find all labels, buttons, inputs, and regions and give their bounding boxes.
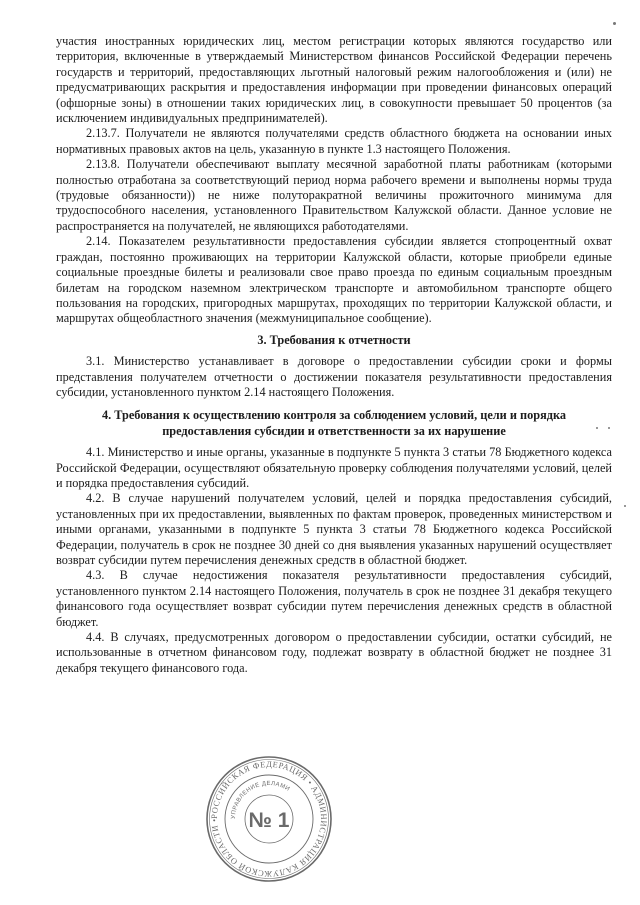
- paragraph-2-13-8: 2.13.8. Получатели обеспечивают выплату месячной заработной платы работникам (которыми полностью отработана за соответствующий период норма рабочего времени и выполнены нормы труда (трудовые обязанности)) не ниже полуторакратной величины прожиточного минимума для трудоспособного населения, установленного Правительством Калужской области. Данное условие не распространяется на получателей, не являющихся работодателями.: [56, 157, 612, 233]
- paragraph-3-1: 3.1. Министерство устанавливает в договоре о предоставлении субсидии сроки и формы представления получателем отчетности о достижении показателя результативности предоставления субсидии, установленного пунктом 2.14 настоящего Положения.: [56, 354, 612, 399]
- section-4-heading: 4. Требования к осуществлению контроля за соблюдением условий, цели и порядка предоставления субсидии и ответственности за их нарушение: [101, 408, 566, 438]
- official-seal-stamp: [204, 754, 334, 884]
- paragraph-2-13-7: 2.13.7. Получатели не являются получателями средств областного бюджета на основании иных нормативных правовых актов на цель, указанную в пункте 1.3 настоящего Положения.: [56, 126, 612, 156]
- scan-speck: [613, 22, 616, 25]
- paragraph-4-3: 4.3. В случае недостижения показателя результативности предоставления субсидий, установленного пунктом 2.14 настоящего Положения, получатель в срок не позднее 31 декабря текущего финансового года осуществляет возврат субсидии путем перечисления денежных средств в областной бюджет.: [56, 568, 612, 629]
- paragraph-2-14: 2.14. Показателем результативности предоставления субсидии является стопроцентный охват граждан, постоянно проживающих на территории Калужской области, которые приобрели единые социальные проездные билеты и реализовали свое право проезда по единым социальным проездным билетам на городском наземном электрическом транспорте и автомобильном транспорте общего пользования на городских, пригородных маршрутах, проходящих по территории Калужской области, и маршрутах общеобластного значения (межмуниципальное сообщение).: [56, 234, 612, 326]
- stamp-inner-text: УПРАВЛЕНИЕ ДЕЛАМИ: [230, 780, 291, 820]
- paragraph-offshore-continuation: участия иностранных юридических лиц, местом регистрации которых являются государство или территория, включенные в утверждаемый Министерством финансов Российской Федерации перечень государств и территорий, предоставляющих льготный налоговый режим налогообложения и (или) не предусматривающих раскрытия и предоставления информации при проведении финансовых операций (офшорные зоны) в отношении таких юридических лиц, в совокупности превышает 50 процентов (за исключением индивидуальных предпринимателей).: [56, 34, 612, 126]
- section-3-heading: 3. Требования к отчетности: [257, 332, 411, 347]
- paragraph-4-4: 4.4. В случаях, предусмотренных договором о предоставлении субсидии, остатки субсидий, не использованные в отчетном финансовом году, подлежат возврату в областной бюджет не позднее 31 декабря текущего финансового года.: [56, 630, 612, 675]
- scan-speck: [624, 505, 626, 507]
- stamp-ring-text: РОССИЙСКАЯ ФЕДЕРАЦИЯ • АДМИНИСТРАЦИЯ КАЛУЖСКОЙ ОБЛАСТИ •: [209, 759, 329, 879]
- paragraph-4-2: 4.2. В случае нарушений получателем условий, целей и порядка предоставления субсидий, установленных при их предоставлении, выявленных по фактам проверок, проведенных министерством и иными органами, указанными в подпункте 5 пункта 3 статьи 78 Бюджетного кодекса Российской Федерации, получатель в срок не позднее 30 дней со дня выявления указанных нарушений осуществляет возврат субсидии путем перечисления денежных средств в областной бюджет.: [56, 491, 612, 567]
- scan-speck: [608, 427, 610, 429]
- paragraph-4-1: 4.1. Министерство и иные органы, указанные в подпункте 5 пункта 3 статьи 78 Бюджетного кодекса Российской Федерации, осуществляют обязательную проверку соблюдения получателями условий, целей и порядка предоставления субсидий.: [56, 445, 612, 490]
- document-body: [56, 34, 612, 676]
- stamp-number: № 1: [248, 809, 290, 832]
- scan-speck: [596, 427, 598, 429]
